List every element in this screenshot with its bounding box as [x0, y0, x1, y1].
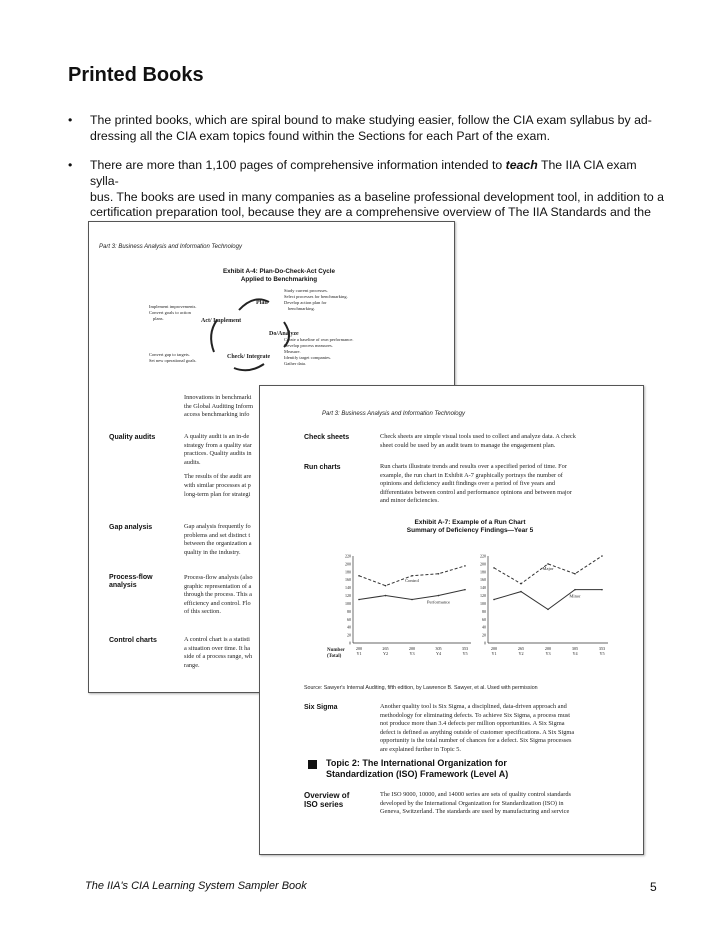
plan-item: Develop action plan for [284, 300, 327, 305]
section-label: Quality audits [109, 434, 156, 441]
data-point [464, 565, 466, 567]
page-title: Printed Books [68, 64, 204, 86]
y-tick-label: 140 [345, 585, 351, 591]
text-line: Innovations in benchmarki [184, 394, 252, 401]
data-point [520, 583, 522, 585]
series-line [494, 590, 602, 610]
y-tick-label: 220 [345, 553, 351, 559]
data-point [358, 575, 360, 577]
series-label: Control [405, 577, 419, 583]
bullet-dot: • [68, 113, 73, 127]
section-label: Run charts [304, 464, 341, 471]
bullet-line: dressing all the CIA exam topics found within the Sections for each Part of the exam. [90, 128, 551, 143]
text-line: of this section. [184, 608, 221, 616]
text-line: a situation over time. It ha [184, 644, 251, 652]
text-line: Run charts illustrate trends and results over a specified period of time. For [380, 463, 567, 470]
series-label: Major [542, 565, 554, 571]
page-number: 5 [650, 880, 657, 894]
data-point [438, 595, 440, 597]
section-text [380, 433, 576, 450]
sample-page-front [259, 385, 644, 855]
text-line: Geneva, Switzerland. The standards are used by manufacturing and service [380, 808, 570, 816]
x-total-label: 200 [408, 646, 416, 651]
x-tick-label: Y3 [545, 651, 551, 656]
section-label: Gap analysis [109, 524, 153, 531]
x-total-label: 353 [461, 646, 469, 651]
x-tick-label: Y4 [572, 651, 578, 656]
x-total-label: 200 [355, 646, 363, 651]
y-tick-label: 180 [480, 569, 486, 575]
do-item: Develop process measures. [284, 343, 333, 348]
x-total-label: 305 [571, 646, 579, 651]
intro-text [184, 394, 253, 420]
plan-item: benchmarking. [288, 306, 315, 311]
data-point [493, 567, 495, 569]
text-line: range. [184, 661, 200, 669]
topic-heading: Topic 2: The International Organization for [326, 758, 507, 768]
text-line: long-term plan for strategi [184, 490, 251, 498]
y-tick-label: 0 [349, 640, 351, 646]
text-line: The results of the audit are [184, 473, 252, 481]
do-item: Measure. [284, 349, 301, 354]
check-item: Set new operational goals. [149, 358, 197, 363]
y-tick-label: 220 [480, 553, 486, 559]
y-tick-label: 40 [347, 624, 351, 630]
pdca-cycle-diagram [89, 282, 454, 382]
text-line: between the organization a [184, 540, 252, 548]
x-tick-label: Y2 [518, 651, 524, 656]
plan-item: Study current processes. [284, 288, 328, 293]
text-line: The ISO 9000, 10000, and 14000 series are sets of quality control standards [380, 791, 571, 798]
data-point [493, 599, 495, 601]
text-line: side of a process range, wh [184, 653, 253, 661]
data-point [574, 573, 576, 575]
x-tick-label: Y5 [462, 651, 468, 656]
text-line: audits. [184, 458, 201, 466]
data-point [547, 609, 549, 611]
text-line: strategy from a quality star [184, 441, 252, 449]
series-label: Performance [427, 599, 450, 605]
text-line: Process-flow analysis (also [184, 574, 253, 581]
data-point [438, 573, 440, 575]
bullet-dot: • [68, 158, 73, 172]
bullet-pages [68, 158, 664, 222]
bullet-text: The IIA CIA exam sylla- [90, 158, 637, 188]
text-line: efficiency and control. Flo [184, 599, 251, 607]
section-label: Check sheets [304, 434, 350, 441]
data-point [547, 563, 549, 565]
series-line [359, 590, 465, 600]
y-tick-label: 200 [480, 561, 486, 567]
series-label: Minor [569, 593, 581, 599]
y-tick-label: 60 [482, 616, 486, 622]
bullet-line: The printed books, which are spiral bound to make studying easier, follow the CIA exam syllabus by ad- [90, 113, 652, 127]
text-line: are explained further in Topic 5. [380, 745, 461, 753]
text-line: with similar processes at p [184, 481, 251, 489]
x-total-label: 200 [544, 646, 552, 651]
data-point [358, 599, 360, 601]
act-item: Implement improvements. [149, 304, 197, 309]
data-point [464, 589, 466, 591]
data-point [411, 575, 413, 577]
section-label: Control charts [109, 637, 157, 644]
section-label: Process-flow analysis [109, 574, 153, 589]
text-line: differentiates between control and performance opinions and between major [380, 488, 572, 496]
y-tick-label: 20 [347, 632, 351, 638]
y-tick-label: 120 [345, 593, 351, 599]
text-line: graphic representation of a [184, 582, 252, 590]
x-total-label: 353 [598, 646, 606, 651]
y-tick-label: 200 [345, 561, 351, 567]
section-text [380, 703, 574, 755]
data-point [601, 589, 603, 591]
y-tick-label: 80 [482, 608, 486, 614]
x-tick-label: Y1 [356, 651, 362, 656]
section-text [184, 523, 252, 557]
text-line: problems and set distinct t [184, 531, 251, 539]
text-line: opinions and deficiency audit findings over a period of five years and [380, 480, 556, 488]
section-label: Six Sigma [304, 704, 338, 711]
y-tick-label: 140 [480, 585, 486, 591]
bullet-line: certification preparation tool, because they are a comprehensive overview of The IIA Standards and the [90, 205, 651, 220]
x-tick-label: Y1 [491, 651, 497, 656]
text-line: access benchmarking info [184, 411, 250, 419]
data-point [520, 591, 522, 593]
section-text [184, 574, 253, 617]
cycle-plan: Plan [256, 300, 268, 306]
check-item: Convert gap to targets. [149, 352, 190, 357]
bullet-emphasis: teach [505, 158, 538, 172]
x-total-label: 265 [517, 646, 525, 651]
x-axis-label: Number [327, 648, 345, 653]
topic-heading: Standardization (ISO) Framework (Level A) [326, 769, 509, 779]
text-line: through the process. This a [184, 591, 252, 599]
act-item: Convert goals to action [149, 310, 191, 315]
y-tick-label: 120 [480, 593, 486, 599]
text-line: practices. Quality audits in [184, 450, 252, 458]
text-line: the Global Auditing Inform [184, 402, 254, 410]
text-line: Gap analysis frequently fo [184, 523, 251, 530]
chart-subtitle: Summary of Deficiency Findings—Year 5 [406, 527, 534, 534]
section-text [380, 463, 572, 506]
bullet-spiral-bound [68, 113, 658, 145]
text-line: defect is defined as anything outside of customer specifications. A Six Sigma [380, 728, 575, 736]
text-line: methodology for eliminating defects. To achieve Six Sigma, a process must [380, 711, 571, 719]
data-point [385, 585, 387, 587]
data-point [411, 599, 413, 601]
y-tick-label: 80 [347, 608, 351, 614]
cycle-arrow [211, 320, 217, 352]
y-tick-label: 60 [347, 616, 351, 622]
text-line: example, the run chart in Exhibit A-7 graphically portrays the number of [380, 471, 563, 479]
plan-item: Select processes for benchmarking. [284, 294, 348, 299]
x-total-label: 265 [382, 646, 389, 651]
text-line: A control chart is a statisti [184, 636, 250, 643]
do-item: Identify target companies. [284, 355, 332, 360]
x-tick-label: Y4 [435, 651, 442, 656]
topic-marker [308, 760, 317, 769]
y-tick-label: 0 [484, 640, 486, 646]
text-line: developed by the International Organization for Standardization (ISO) in [380, 799, 564, 807]
y-tick-label: 180 [345, 569, 351, 575]
act-item: plans. [153, 316, 164, 321]
do-item: Gather data. [284, 361, 306, 366]
section-text [184, 636, 252, 670]
section-label: Overview of [304, 791, 350, 800]
x-axis-label: (Total) [327, 654, 342, 659]
text-line: Another quality tool is Six Sigma, a disciplined, data-driven approach and [380, 703, 567, 710]
data-point [601, 555, 603, 557]
x-total-label: 305 [435, 646, 442, 651]
y-tick-label: 20 [482, 632, 486, 638]
x-total-label: 200 [490, 646, 498, 651]
text-line: quality in the industry. [184, 548, 241, 556]
text-line: and minor deficiencies. [380, 497, 439, 505]
section-text [380, 791, 571, 817]
y-tick-label: 160 [480, 577, 486, 583]
text-line: sheet could be used by an audit team to manage the engagement plan. [380, 441, 556, 449]
footer-title: The IIA's CIA Learning System Sampler Book [85, 880, 307, 892]
do-item: Create a baseline of own performance. [284, 337, 354, 342]
cycle-do: Do/Analyze [269, 331, 299, 337]
chart-title: Exhibit A-7: Example of a Run Chart [414, 519, 526, 526]
data-point [574, 589, 576, 591]
run-chart [260, 546, 643, 676]
text-line: Check sheets are simple visual tools used to collect and analyze data. A check [380, 433, 576, 440]
text-line: A quality audit is an in-de [184, 433, 250, 440]
section-text [184, 433, 252, 499]
x-tick-label: Y3 [409, 651, 415, 656]
sample-page-header: Part 3: Business Analysis and Information Technology [322, 411, 465, 417]
bullet-line: bus. The books are used in many companies as a baseline professional development tool, in addition to a [90, 189, 664, 204]
data-point [385, 595, 387, 597]
cycle-check: Check/ Integrate [227, 354, 271, 360]
exhibit-subtitle: Applied to Benchmarking [240, 276, 318, 283]
cycle-act: Act/ Implement [201, 318, 242, 324]
sample-page-header: Part 3: Business Analysis and Information Technology [99, 244, 242, 250]
y-tick-label: 160 [345, 577, 351, 583]
cycle-arrow [234, 364, 264, 370]
text-line: opportunity is the total number of chances for a defect. Six Sigma processes [380, 737, 572, 745]
y-tick-label: 100 [345, 600, 351, 606]
y-tick-label: 40 [482, 624, 486, 630]
text-line: not produce more than 3.4 defects per million opportunities. A Six Sigma [380, 720, 565, 728]
x-tick-label: Y2 [382, 651, 389, 656]
chart-source: Source: Sawyer's Internal Auditing, fifth edition, by Lawrence B. Sawyer, et al. Used with permission [304, 685, 538, 691]
x-tick-label: Y5 [599, 651, 605, 656]
y-tick-label: 100 [480, 600, 486, 606]
exhibit-title: Exhibit A-4: Plan-Do-Check-Act Cycle [222, 268, 336, 275]
bullet-text: There are more than 1,100 pages of comprehensive information intended to [90, 158, 506, 172]
bullet-line [90, 158, 665, 190]
section-label: ISO series [304, 800, 344, 809]
